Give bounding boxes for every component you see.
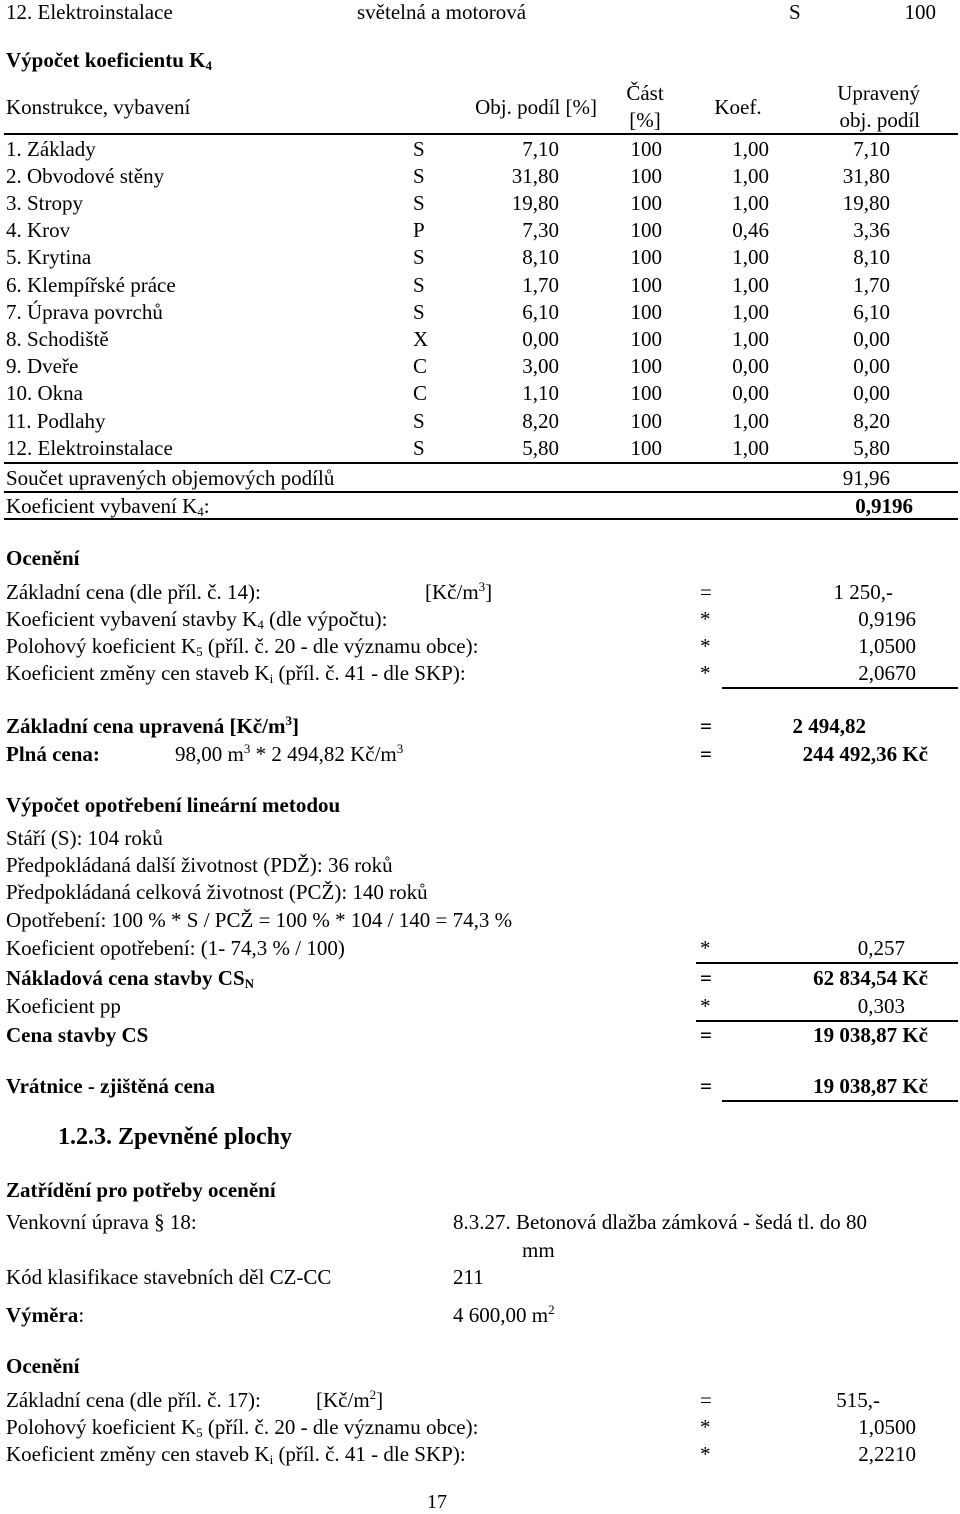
header-percent: 100 — [904, 0, 936, 24]
row-code: S — [413, 164, 425, 188]
wear-coef-op: * — [700, 936, 711, 960]
row-adjusted: 0,00 — [853, 381, 890, 405]
row-coef: 1,00 — [732, 164, 769, 188]
row-share: 8,10 — [522, 245, 559, 269]
cost-price-value: 62 834,54 Kč — [813, 966, 928, 990]
classification-title: Zatřídění pro potřeby ocenění — [6, 1178, 276, 1202]
k4-coef-op: * — [700, 607, 711, 631]
row-name: 7. Úprava povrchů — [6, 300, 163, 324]
row-code: S — [413, 409, 425, 433]
building-price-label: Cena stavby CS — [6, 1023, 149, 1047]
adjusted-price-label: Základní cena upravená $[Kč/m^3]$ — [6, 713, 299, 738]
row-share: 0,00 — [522, 327, 559, 351]
row-coef: 1,00 — [732, 245, 769, 269]
adjusted-price-value: 2 494,82 — [792, 714, 866, 738]
pp-coef-op: * — [700, 994, 711, 1018]
ki-coef2-label: Koeficient změny cen staveb $K_i$ (příl. č. 41 - dle SKP): — [6, 1442, 466, 1467]
k4-coef-value: 0,9196 — [858, 607, 916, 631]
base-price2-op: = — [700, 1388, 712, 1412]
row-adjusted: 8,20 — [853, 409, 890, 433]
col-share: Obj. podíl [%] — [475, 95, 597, 119]
row-coef: 1,00 — [732, 273, 769, 297]
gatehouse-price-value: 19 038,87 Kč — [813, 1074, 928, 1098]
outdoor-value-line2: mm — [522, 1238, 555, 1262]
k4-rule — [4, 518, 958, 520]
row-adjusted: 1,70 — [853, 273, 890, 297]
table-row — [0, 329, 960, 353]
row-coef: 1,00 — [732, 137, 769, 161]
row-code: S — [413, 191, 425, 215]
table-header-rule — [4, 133, 958, 135]
row-share: 7,30 — [522, 218, 559, 242]
col-construction: Konstrukce, vybavení — [6, 95, 191, 119]
sum-value: 91,96 — [842, 466, 890, 490]
full-price-label: Plná cena: — [6, 742, 100, 766]
row-adjusted: 31,80 — [842, 164, 890, 188]
row-part: 100 — [630, 327, 662, 351]
row-adjusted: 8,10 — [853, 245, 890, 269]
pp-rule — [696, 1020, 958, 1022]
row-name: 10. Okna — [6, 381, 83, 405]
row-share: 8,20 — [522, 409, 559, 433]
row-part: 100 — [630, 381, 662, 405]
ki-coef2-op: * — [700, 1442, 711, 1466]
row-code: C — [413, 381, 428, 405]
row-part: 100 — [630, 218, 662, 242]
building-price-value: 19 038,87 Kč — [813, 1023, 928, 1047]
k4-label: Koeficient vybavení $K_4$: — [6, 494, 210, 519]
outdoor-label: Venkovní úprava § 18: — [6, 1210, 197, 1234]
table-row — [0, 220, 960, 244]
col-adjusted-line2: obj. podíl — [839, 108, 920, 132]
base-price-label: Základní cena (dle příl. č. 14): — [6, 580, 261, 604]
outdoor-value-line1: 8.3.27. Betonová dlažba zámková - šedá tl. do 80 — [453, 1210, 868, 1234]
row-code: S — [413, 245, 425, 269]
header-item: 12. Elektroinstalace — [6, 0, 173, 24]
row-share: 19,80 — [511, 191, 559, 215]
row-part: 100 — [630, 354, 662, 378]
table-row — [0, 247, 960, 271]
row-part: 100 — [630, 300, 662, 324]
row-adjusted: 6,10 — [853, 300, 890, 324]
row-name: 6. Klempířské práce — [6, 273, 176, 297]
col-adjusted-line1: Upravený — [837, 81, 920, 105]
k4-coef-label: Koeficient vybavení stavby $K_4$ (dle výpočtu): — [6, 607, 388, 632]
base-price-value: 1 250,- — [833, 580, 893, 604]
k5-coef-value: 1,0500 — [858, 634, 916, 658]
k4-value: 0,9196 — [855, 494, 913, 518]
table-row — [0, 139, 960, 163]
pp-coef-value: 0,303 — [857, 994, 905, 1018]
ki-coef-label: Koeficient změny cen staveb $K_i$ (příl. č. 41 - dle SKP): — [6, 661, 466, 686]
full-price-calc: 98,00 $m^3 * 2$ 494,82 $Kč/m^3$ — [175, 741, 404, 766]
row-name: 3. Stropy — [6, 191, 84, 215]
col-part-line1: Část — [626, 81, 664, 105]
row-name: 9. Dveře — [6, 354, 79, 378]
row-share: 6,10 — [522, 300, 559, 324]
base-price2-value: 515,- — [836, 1388, 880, 1412]
row-adjusted: 3,36 — [853, 218, 890, 242]
age-line: Stáří (S): 104 roků — [6, 826, 163, 850]
header-subtype: světelná a motorová — [357, 0, 527, 24]
row-part: 100 — [630, 164, 662, 188]
row-part: 100 — [630, 273, 662, 297]
paragraph-icon: § — [154, 1210, 165, 1234]
row-share: 31,80 — [511, 164, 559, 188]
row-coef: 0,46 — [732, 218, 769, 242]
k5-coef2-label: Polohový koeficient $K_5$ (příl. č. 20 - dle významu obce): — [6, 1415, 479, 1440]
row-part: 100 — [630, 191, 662, 215]
row-part: 100 — [630, 245, 662, 269]
col-coef: Koef. — [714, 95, 762, 119]
depreciation-title: Výpočet opotřebení lineární metodou — [6, 793, 341, 817]
table-row — [0, 356, 960, 380]
cost-price-label: Nákladová cena stavby $CS_N$ — [6, 966, 255, 991]
base-price2-unit: $[Kč/m^2]$ — [316, 1387, 384, 1412]
row-coef: 1,00 — [732, 409, 769, 433]
row-code: X — [413, 327, 429, 351]
row-coef: 1,00 — [732, 300, 769, 324]
row-name: 4. Krov — [6, 218, 71, 242]
gatehouse-price-label: Vrátnice - zjištěná cena — [6, 1074, 215, 1098]
row-adjusted: 5,80 — [853, 436, 890, 460]
row-name: 12. Elektroinstalace — [6, 436, 173, 460]
k5-coef-label: Polohový koeficient $K_5$ (příl. č. 20 - dle významu obce): — [6, 634, 479, 659]
row-part: 100 — [630, 409, 662, 433]
row-code: S — [413, 137, 425, 161]
wear-line: Opotřebení: 100 % * S / PCŽ = 100 % * 104 / 140 = 74,3 % — [6, 908, 513, 932]
gatehouse-price-op: = — [700, 1074, 712, 1098]
row-part: 100 — [630, 137, 662, 161]
adjusted-price-op: = — [700, 714, 712, 738]
table-row — [0, 302, 960, 326]
sum-label: Součet upravených objemových podílů — [6, 466, 335, 490]
row-name: 8. Schodiště — [6, 327, 109, 351]
k4-section-title: Výpočet koeficientu $K_4$ — [6, 48, 212, 73]
k5-coef2-value: 1,0500 — [858, 1415, 916, 1439]
table-body-rule — [4, 462, 958, 464]
row-share: 1,70 — [522, 273, 559, 297]
row-coef: 1,00 — [732, 327, 769, 351]
cost-price-op: = — [700, 966, 712, 990]
table-row — [0, 193, 960, 217]
building-price-op: = — [700, 1023, 712, 1047]
row-coef: 0,00 — [732, 381, 769, 405]
pp-coef-label: Koeficient pp — [6, 994, 121, 1018]
row-part: 100 — [630, 436, 662, 460]
cc-code-value: 211 — [453, 1265, 484, 1289]
cc-code-label: Kód klasifikace stavebních děl CZ-CC — [6, 1265, 332, 1289]
col-part-line2: [%] — [629, 108, 661, 132]
remaining-life-line: Předpokládaná další životnost (PDŽ): 36 roků — [6, 853, 393, 877]
row-code: S — [413, 273, 425, 297]
ki-coef-value: 2,0670 — [858, 661, 916, 685]
table-row — [0, 166, 960, 190]
row-adjusted: 0,00 — [853, 354, 890, 378]
section-heading: 1.2.3. Zpevněné plochy — [58, 1124, 293, 1150]
row-share: 1,10 — [522, 381, 559, 405]
row-name: 2. Obvodové stěny — [6, 164, 165, 188]
wear-rule — [696, 962, 958, 964]
wear-coef-value: 0,257 — [857, 936, 905, 960]
row-code: S — [413, 300, 425, 324]
row-name: 5. Krytina — [6, 245, 92, 269]
row-code: P — [413, 218, 425, 242]
base-price-op: = — [700, 580, 712, 604]
ki-rule — [722, 687, 958, 689]
gatehouse-rule — [722, 1100, 958, 1102]
table-row — [0, 383, 960, 407]
row-coef: 1,00 — [732, 191, 769, 215]
base-price-unit: $[Kč/m^3]$ — [425, 579, 493, 604]
row-code: S — [413, 436, 425, 460]
ki-coef-op: * — [700, 661, 711, 685]
row-share: 5,80 — [522, 436, 559, 460]
row-adjusted: 0,00 — [853, 327, 890, 351]
row-coef: 1,00 — [732, 436, 769, 460]
valuation-title: Ocenění — [6, 546, 80, 570]
full-price-value: 244 492,36 Kč — [802, 742, 928, 766]
row-adjusted: 19,80 — [842, 191, 890, 215]
k5-coef-op: * — [700, 634, 711, 658]
page-number: 17 — [427, 1491, 447, 1513]
total-life-line: Předpokládaná celková životnost (PCŽ): 140 roků — [6, 880, 428, 904]
row-share: 3,00 — [522, 354, 559, 378]
table-row — [0, 275, 960, 299]
row-share: 7,10 — [522, 137, 559, 161]
row-code: C — [413, 354, 428, 378]
sum-rule — [4, 491, 958, 493]
wear-coef-label: Koeficient opotřebení: (1- 74,3 % / 100) — [6, 936, 345, 960]
full-price-op: = — [700, 742, 712, 766]
valuation2-title: Ocenění — [6, 1354, 80, 1378]
table-row — [0, 438, 960, 462]
ki-coef2-value: 2,2210 — [858, 1442, 916, 1466]
table-row — [0, 411, 960, 435]
area-value: 4 600,00 $m^2$ — [453, 1302, 555, 1327]
row-name: 1. Základy — [6, 137, 96, 161]
header-code: S — [789, 0, 801, 24]
row-coef: 0,00 — [732, 354, 769, 378]
area-label: Výměra: — [6, 1303, 85, 1327]
row-adjusted: 7,10 — [853, 137, 890, 161]
k5-coef2-op: * — [700, 1415, 711, 1439]
base-price2-label: Základní cena (dle příl. č. 17): — [6, 1388, 261, 1412]
row-name: 11. Podlahy — [6, 409, 106, 433]
